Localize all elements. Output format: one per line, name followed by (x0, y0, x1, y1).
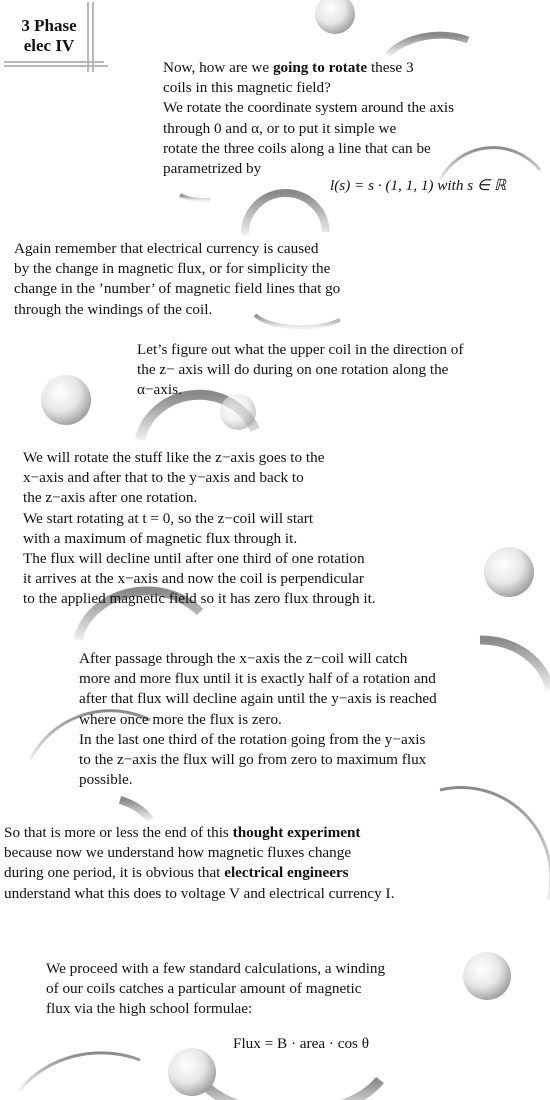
text-line: We start rotating at t = 0, so the z−coil will start (23, 509, 314, 527)
text-line: The flux will decline until after one third of one rotation (23, 550, 365, 568)
text-line: during one period, it is obvious that electrical engineers (4, 864, 349, 882)
paragraph-thought-experiment (4, 823, 394, 904)
text-line: Now, how are we going to rotate these 3 (163, 59, 414, 76)
text-line: We will rotate the stuff like the z−axis goes to the (23, 449, 325, 466)
text-line: because now we understand how magnetic fluxes change (4, 844, 352, 862)
text-line: after that flux will decline again until the y−axis is reached (79, 690, 437, 708)
text-line: by the change in magnetic flux, or for simplicity the (14, 260, 331, 278)
text-line: to the applied magnetic field so it has zero flux through it. (23, 590, 376, 608)
text-line: parametrized by (163, 160, 262, 178)
paragraph-standard-calculations (46, 959, 385, 1020)
text-line: We proceed with a few standard calculations, a winding (46, 960, 386, 977)
text-line: x−axis and after that to the y−axis and back to (23, 469, 304, 487)
paragraph-flux-after-x-axis (79, 649, 437, 790)
text-line: understand what this does to voltage V and electrical currency I. (4, 884, 395, 902)
text-line: α−axis. (137, 381, 182, 399)
text-line: the z−axis after one rotation. (23, 489, 198, 507)
text-line: of our coils catches a particular amount of magnetic (46, 980, 362, 998)
text-line: where once more the flux is zero. (79, 710, 282, 728)
text-line: to the z−axis the flux will go from zero to maximum flux (79, 751, 427, 769)
text-line: change in the ’number’ of magnetic field lines that go (14, 280, 341, 298)
text-line: the z− axis will do during on one rotation along the (137, 361, 449, 379)
text-line: rotate the three coils along a line that can be (163, 139, 431, 157)
text-line: it arrives at the x−axis and now the coil is perpendicular (23, 570, 364, 588)
text-line: more and more flux until it is exactly half of a rotation and (79, 670, 436, 688)
text-line: We rotate the coordinate system around the axis (163, 99, 455, 117)
page-title-line2: elec IV (23, 36, 75, 55)
page-title-line1: 3 Phase (21, 16, 77, 35)
text-line: After passage through the x−axis the z−coil will catch (79, 650, 408, 667)
text-line: with a maximum of magnetic flux through it. (23, 529, 298, 547)
page-title (4, 16, 94, 56)
text-line: possible. (79, 771, 133, 789)
formula-flux: Flux = B · area · cos θ (233, 1035, 370, 1052)
paragraph-upper-coil (137, 340, 463, 401)
paragraph-magnetic-flux (14, 239, 340, 320)
text-line: In the last one third of the rotation going from the y−axis (79, 730, 426, 748)
text-line: Again remember that electrical currency is caused (14, 240, 319, 257)
text-line: through the windings of the coil. (14, 300, 213, 318)
paragraph-rotation-intro (163, 58, 454, 179)
text-line: flux via the high school formulae: (46, 1000, 253, 1018)
text-line: coils in this magnetic field? (163, 79, 331, 97)
paragraph-rotation-steps (23, 448, 376, 610)
text-line: Let’s figure out what the upper coil in the direction of (137, 341, 464, 358)
formula-line-parametrization: l(s) = s · (1, 1, 1) with s ∈ ℝ (330, 177, 506, 194)
text-line: through 0 and α, or to put it simple we (163, 119, 397, 137)
text-line: So that is more or less the end of this thought experiment (4, 824, 361, 841)
